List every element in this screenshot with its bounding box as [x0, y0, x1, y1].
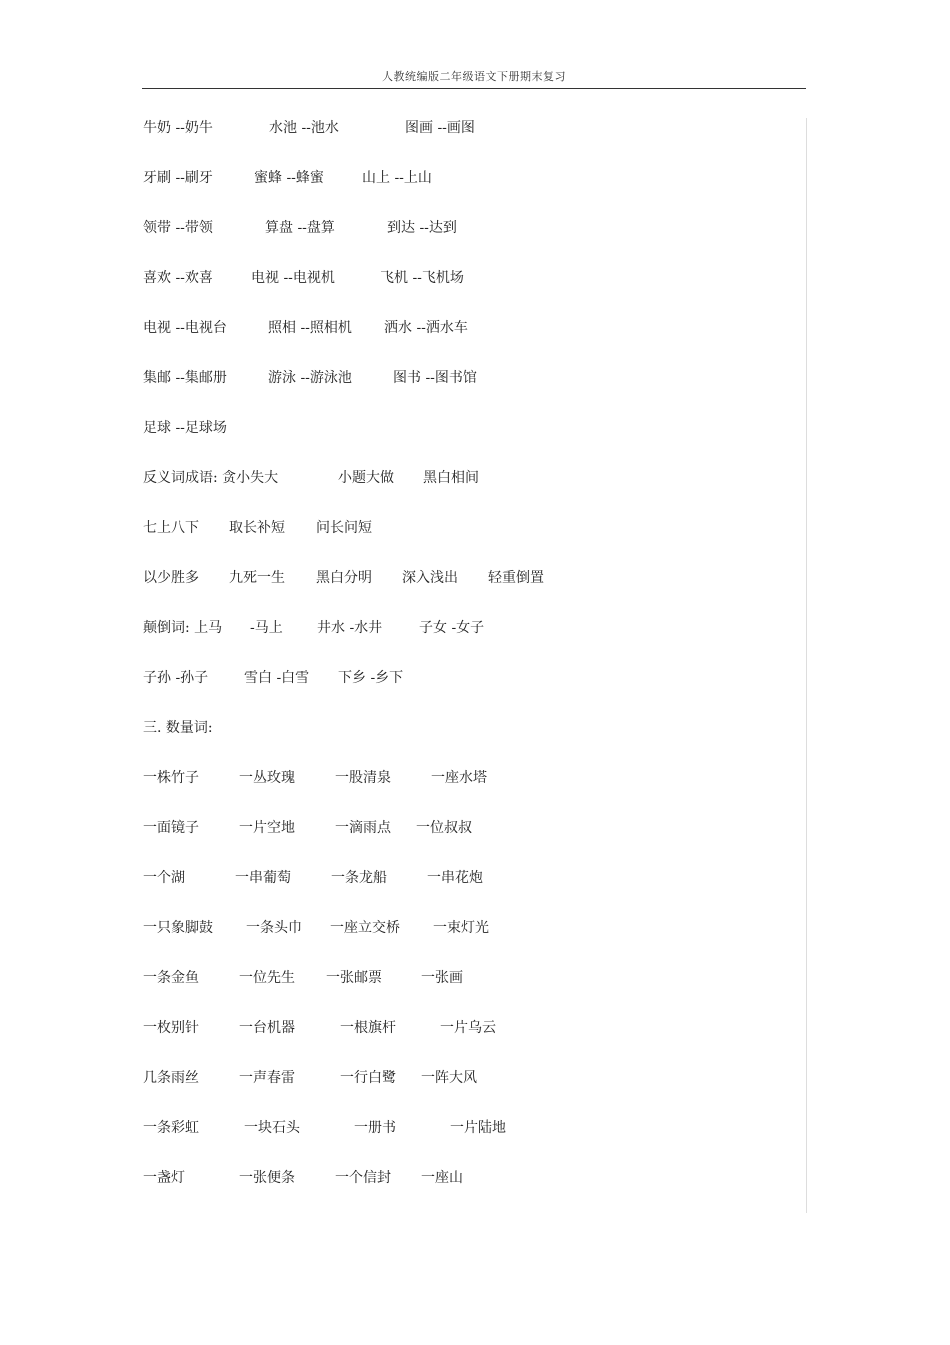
word-pair: 算盘 --盘算: [265, 220, 335, 236]
measure-word-line: [143, 915, 798, 965]
word-pair: 洒水 --洒水车: [384, 320, 468, 336]
word-pair-line: [143, 315, 798, 365]
word-pair: 喜欢 --欢喜: [143, 270, 213, 286]
idiom: 轻重倒置: [488, 570, 544, 586]
measure-word: 一盏灯: [143, 1170, 185, 1186]
section-heading-line: [143, 715, 798, 765]
measure-word: 一个湖: [143, 870, 185, 886]
measure-word: 一丛玫瑰: [239, 770, 295, 786]
word-pair-line: [143, 115, 798, 165]
measure-word: 一枚别针: [143, 1020, 199, 1036]
idiom-heading: 反义词成语: 贪小失大: [143, 470, 279, 486]
measure-word: 一个信封: [335, 1170, 391, 1186]
idiom-line: [143, 465, 798, 515]
word-pair: 电视 --电视机: [251, 270, 335, 286]
word-pair-line: [143, 215, 798, 265]
word-pair: 领带 --带领: [143, 220, 213, 236]
word-pair: 照相 --照相机: [268, 320, 352, 336]
idiom: 取长补短: [229, 520, 285, 536]
measure-word: 一条金鱼: [143, 970, 199, 986]
word-pair-line: [143, 165, 798, 215]
reversed-word-heading: 颠倒词: 上马: [143, 620, 223, 636]
measure-word: 一束灯光: [433, 920, 489, 936]
measure-word-line: [143, 1115, 798, 1165]
reversed-word: 雪白 -白雪: [244, 670, 310, 686]
measure-word: 一座水塔: [431, 770, 487, 786]
page-title: 人教统编版二年级语文下册期末复习: [382, 70, 566, 83]
reversed-word: -马上: [250, 620, 283, 636]
measure-word: 一根旗杆: [340, 1020, 396, 1036]
word-pair: 水池 --池水: [269, 120, 339, 136]
measure-word: 一串花炮: [427, 870, 483, 886]
word-pair: 游泳 --游泳池: [268, 370, 352, 386]
measure-word-line: [143, 1065, 798, 1115]
measure-word: 一株竹子: [143, 770, 199, 786]
measure-word: 几条雨丝: [143, 1070, 199, 1086]
measure-word: 一声春雷: [239, 1070, 295, 1086]
measure-word: 一块石头: [244, 1120, 300, 1136]
measure-word: 一张邮票: [326, 970, 382, 986]
measure-word: 一条头巾: [246, 920, 302, 936]
idiom: 以少胜多: [143, 570, 199, 586]
word-pair-line: [143, 365, 798, 415]
measure-word-line: [143, 815, 798, 865]
idiom: 九死一生: [229, 570, 285, 586]
idiom: 深入浅出: [402, 570, 458, 586]
measure-word: 一座立交桥: [330, 920, 400, 936]
idiom: 七上八下: [143, 520, 199, 536]
word-pair: 集邮 --集邮册: [143, 370, 227, 386]
measure-word: 一位先生: [239, 970, 295, 986]
word-pair: 图书 --图书馆: [393, 370, 477, 386]
word-pair-line: [143, 265, 798, 315]
word-pair: 电视 --电视台: [143, 320, 227, 336]
page-right-border: [806, 118, 807, 1213]
measure-word-line: [143, 865, 798, 915]
measure-word-line: [143, 1165, 798, 1215]
measure-word-line: [143, 765, 798, 815]
word-pair: 蜜蜂 --蜂蜜: [254, 170, 324, 186]
measure-word: 一串葡萄: [235, 870, 291, 886]
idiom: 黑白分明: [316, 570, 372, 586]
measure-word: 一行白鹭: [340, 1070, 396, 1086]
reversed-word: 子女 -女子: [419, 620, 485, 636]
measure-word: 一册书: [354, 1120, 396, 1136]
measure-word: 一位叔叔: [416, 820, 472, 836]
reversed-word: 井水 -水井: [317, 620, 383, 636]
reversed-word: 子孙 -孙子: [143, 670, 209, 686]
word-pair-line: [143, 415, 798, 465]
measure-word: 一只象脚鼓: [143, 920, 213, 936]
idiom-line: [143, 515, 798, 565]
reversed-word-line: [143, 615, 798, 665]
measure-word: 一滴雨点: [335, 820, 391, 836]
idiom: 问长问短: [316, 520, 372, 536]
word-pair: 山上 --上山: [362, 170, 432, 186]
idiom: 黑白相间: [423, 470, 479, 486]
measure-word: 一张便条: [239, 1170, 295, 1186]
page-header: [142, 66, 806, 89]
measure-word: 一片陆地: [450, 1120, 506, 1136]
section-heading: 三. 数量词:: [143, 720, 213, 736]
measure-word-line: [143, 1015, 798, 1065]
reversed-word-line: [143, 665, 798, 715]
reversed-word: 下乡 -乡下: [338, 670, 404, 686]
measure-word: 一张画: [421, 970, 463, 986]
document-body: [143, 115, 798, 1215]
measure-word: 一条龙船: [331, 870, 387, 886]
idiom-line: [143, 565, 798, 615]
measure-word: 一条彩虹: [143, 1120, 199, 1136]
word-pair: 到达 --达到: [387, 220, 457, 236]
word-pair: 足球 --足球场: [143, 420, 227, 436]
measure-word: 一面镜子: [143, 820, 199, 836]
measure-word: 一座山: [421, 1170, 463, 1186]
word-pair: 牛奶 --奶牛: [143, 120, 213, 136]
word-pair: 飞机 --飞机场: [380, 270, 464, 286]
measure-word-line: [143, 965, 798, 1015]
word-pair: 图画 --画图: [405, 120, 475, 136]
measure-word: 一片空地: [239, 820, 295, 836]
measure-word: 一股清泉: [335, 770, 391, 786]
measure-word: 一片乌云: [440, 1020, 496, 1036]
idiom: 小题大做: [338, 470, 394, 486]
measure-word: 一阵大风: [421, 1070, 477, 1086]
word-pair: 牙刷 --刷牙: [143, 170, 213, 186]
measure-word: 一台机器: [239, 1020, 295, 1036]
